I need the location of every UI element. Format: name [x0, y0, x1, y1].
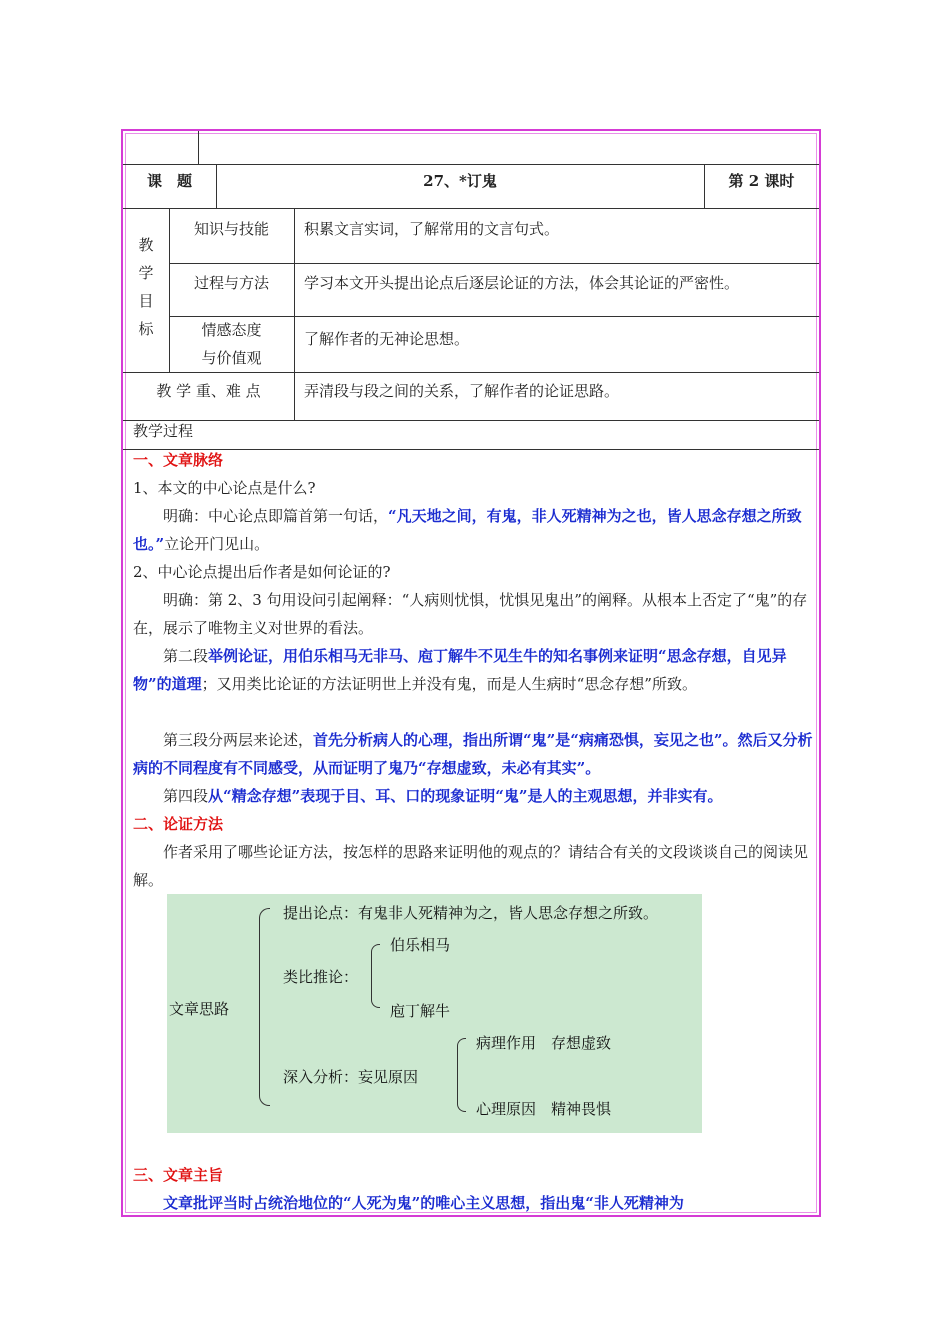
analysis-highlight: 举例论证，用伯乐相马无非马、庖丁解牛不见生牛的知名事例来证明“思念存想，自见异物”的道理 [133, 647, 787, 693]
goals-label [123, 231, 169, 343]
goals-label-char: 标 [138, 320, 154, 338]
argument-structure-diagram [167, 894, 702, 1133]
goals-label-char: 目 [138, 292, 154, 310]
row-line [123, 420, 819, 421]
diagram-analogy-item: 庖丁解牛 [390, 1002, 451, 1020]
goals-label-char: 学 [138, 264, 154, 282]
discussion-question: 作者采用了哪些论证方法，按怎样的思路来证明他的观点的？请结合有关的文段谈谈自己的阅读见解。 [133, 843, 809, 889]
analysis-text: 第三段分两层来论述， [163, 731, 314, 749]
key-points-content: 弄清段与段之间的关系，了解作者的论证思路。 [304, 382, 620, 400]
lesson-plan-table [121, 129, 821, 1217]
section-heading: 一、文章脉络 [133, 451, 224, 469]
diagram-deep-analysis: 深入分析：妄见原因 [283, 1068, 419, 1086]
analysis-highlight: 从“精念存想”表现于目、耳、口的现象证明“鬼”是人的主观思想，并非实有。 [208, 787, 723, 805]
goal-category [169, 316, 294, 372]
key-points-label: 教 学 重、难 点 [156, 382, 261, 400]
analysis-text: ；又用类比论证的方法证明世上并没有鬼，而是人生病时“思念存想”所致。 [201, 675, 697, 693]
diagram-brace [259, 908, 270, 1106]
topic-label: 课 题 [146, 172, 192, 190]
diagram-cause: 心理原因 精神畏惧 [476, 1100, 612, 1118]
goal-category-line: 与价值观 [201, 349, 262, 367]
diagram-brace [371, 944, 380, 1008]
analysis-text: 第二段 [163, 647, 209, 665]
lesson-title: 27、*订鬼 [423, 172, 497, 190]
goal-category: 过程与方法 [193, 274, 269, 292]
top-row-divider [198, 131, 199, 164]
process-title: 教学过程 [133, 422, 194, 440]
diagram-analogy: 类比推论： [283, 968, 359, 986]
quoted-thesis: “凡天地之间，有鬼，非人死精神为之也，皆人思念存想之所致也。” [133, 507, 802, 553]
goal-content: 学习本文开头提出论点后逐层论证的方法，体会其论证的严密性。 [304, 274, 740, 292]
goal-category: 知识与技能 [193, 220, 269, 238]
question: 2、中心论点提出后作者是如何论证的? [133, 563, 391, 581]
row-line [123, 372, 819, 373]
diagram-cause: 病理作用 存想虚致 [476, 1034, 612, 1052]
goal-content: 积累文言实词，了解常用的文言句式。 [304, 220, 560, 238]
paragraph-analysis [133, 726, 813, 782]
goal-category-line: 情感态度 [201, 321, 262, 339]
section-heading: 二、论证方法 [133, 815, 224, 833]
goals-divider [294, 208, 295, 420]
row-line [169, 263, 819, 264]
answer-text: 立论开门见山。 [164, 535, 270, 553]
theme-paragraph: 文章批评当时占统治地位的“人死为鬼”的唯心主义思想，指出鬼“非人死精神为 [163, 1194, 684, 1212]
period-label: 第 2 课时 [728, 172, 795, 190]
paragraph-analysis [133, 642, 813, 698]
analysis-highlight: 首先分析病人的心理，指出所谓“鬼”是“病痛恐惧，妄见之也”。然后又分析病的不同程度有不同感受，从而证明了鬼乃“存想虚致，未必有其实”。 [133, 731, 813, 777]
row-line [123, 208, 819, 209]
diagram-root: 文章思路 [169, 1000, 230, 1018]
answer-paragraph [133, 502, 813, 558]
analysis-text: 第四段 [163, 787, 209, 805]
answer-paragraph: 明确：第 2、3 句用设问引起阐释：“人病则忧惧，忧惧见鬼出”的阐释。从根本上否定了“鬼”的存在，展示了唯物主义对世界的看法。 [133, 591, 808, 637]
answer-text: 明确：中心论点即篇首第一句话， [163, 507, 389, 525]
question: 1、本文的中心论点是什么? [133, 479, 316, 497]
diagram-thesis: 提出论点：有鬼非人死精神为之，皆人思念存想之所致。 [283, 904, 659, 922]
goal-content: 了解作者的无神论思想。 [304, 330, 470, 348]
goals-label-char: 教 [138, 236, 154, 254]
paragraph-analysis [133, 782, 813, 810]
diagram-analogy-item: 伯乐相马 [390, 936, 451, 954]
section-heading: 三、文章主旨 [133, 1166, 224, 1184]
diagram-brace [457, 1038, 466, 1112]
row-line [123, 164, 819, 165]
